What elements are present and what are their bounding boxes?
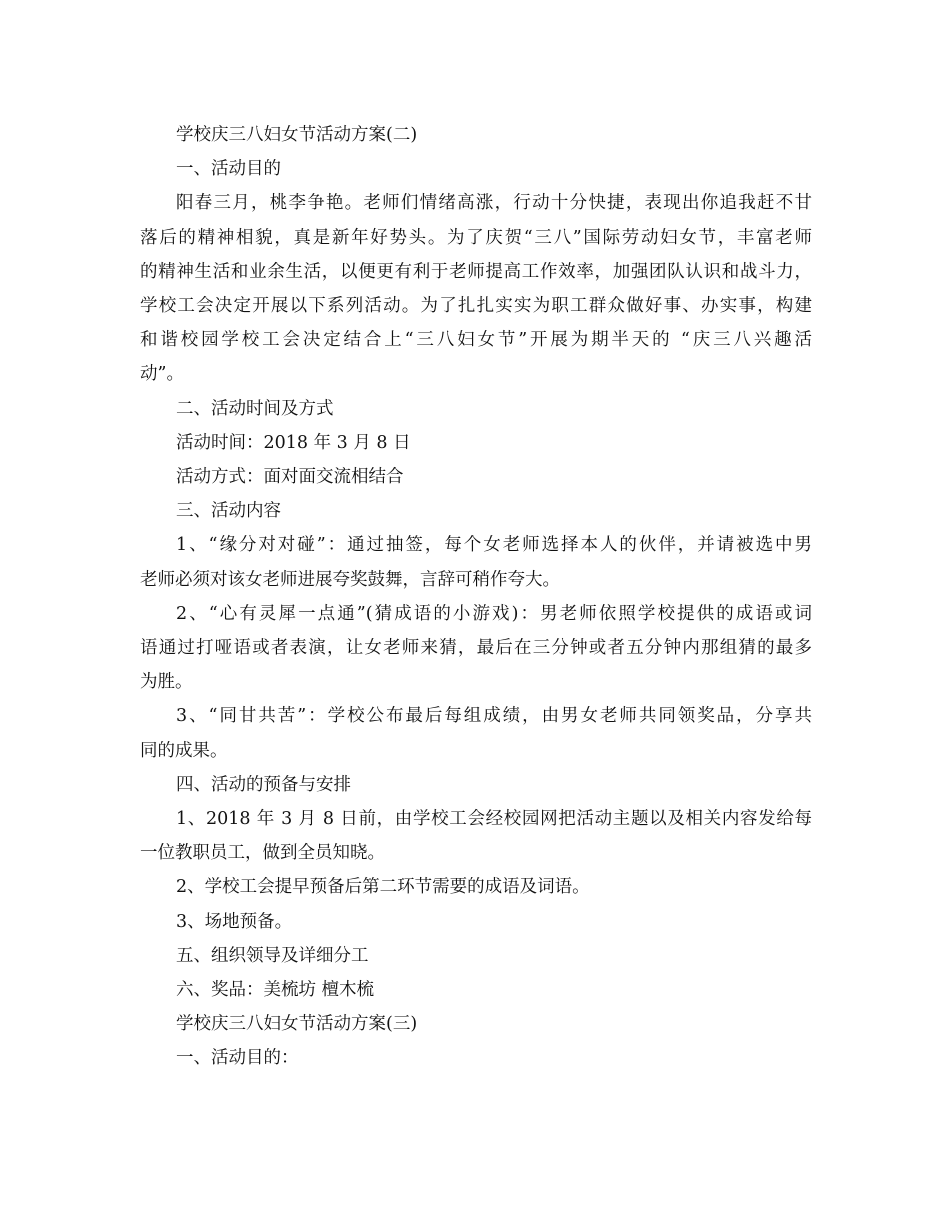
preparation-item-3: 3、场地预备。 — [176, 911, 293, 932]
paragraph-line: 1、“缘分对对碰”：通过抽签，每个女老师选择本人的伙伴，并请被选中男 — [176, 535, 812, 556]
paragraph-line: 同的成果。 — [140, 740, 228, 761]
paragraph-line: 动”。 — [140, 364, 184, 385]
section-heading-prizes: 六、奖品：美梳坊 檀木梳 — [176, 980, 375, 1001]
paragraph-line: 语通过打哑语或者表演，让女老师来猜，最后在三分钟或者五分钟内那组猜的最多 — [140, 638, 812, 659]
paragraph-line: 2、“心有灵犀一点通”(猜成语的小游戏)：男老师依照学校提供的成语或词 — [176, 603, 812, 624]
paragraph-line: 的精神生活和业余生活，以便更有利于老师提高工作效率，加强团队认识和战斗力， — [140, 261, 812, 282]
activity-time: 活动时间：2018 年 3 月 8 日 — [176, 432, 411, 453]
plan-3-title: 学校庆三八妇女节活动方案(三) — [176, 1014, 418, 1035]
paragraph-line: 阳春三月，桃李争艳。老师们情绪高涨，行动十分快捷，表现出你追我赶不甘 — [176, 193, 812, 214]
paragraph-line: 为胜。 — [140, 672, 193, 693]
paragraph-line: 落后的精神相貌，真是新年好势头。为了庆贺“三八”国际劳动妇女节，丰富老师 — [140, 227, 812, 248]
activity-mode: 活动方式：面对面交流相结合 — [176, 467, 404, 488]
content-item-1 — [140, 528, 812, 596]
section-heading-organization: 五、组织领导及详细分工 — [176, 945, 369, 966]
plan-3-section-heading-purpose: 一、活动目的： — [176, 1048, 299, 1069]
content-item-3 — [140, 699, 812, 767]
paragraph-line: 一位教职员工，做到全员知晓。 — [140, 843, 385, 864]
paragraph-line: 1、2018 年 3 月 8 日前，由学校工会经校园网把活动主题以及相关内容发给每 — [176, 809, 812, 830]
plan-2-title: 学校庆三八妇女节活动方案(二) — [176, 125, 418, 145]
section-heading-time-mode: 二、活动时间及方式 — [176, 398, 334, 419]
paragraph-line: 和谐校园学校工会决定结合上“三八妇女节”开展为期半天的 “庆三八兴趣活 — [140, 330, 812, 351]
paragraph-line: 学校工会决定开展以下系列活动。为了扎扎实实为职工群众做好事、办实事，构建 — [140, 296, 812, 317]
document-body — [140, 118, 812, 1076]
section-heading-content: 三、活动内容 — [176, 501, 281, 522]
preparation-item-2: 2、学校工会提早预备后第二环节需要的成语及词语。 — [176, 877, 590, 898]
preparation-item-1 — [140, 802, 812, 870]
purpose-paragraph — [140, 186, 812, 391]
section-heading-purpose: 一、活动目的 — [176, 159, 281, 180]
paragraph-line: 老师必须对该女老师进展夸奖鼓舞，言辞可稍作夸大。 — [140, 569, 560, 590]
paragraph-line: 3、“同甘共苦”：学校公布最后每组成绩，由男女老师共同领奖品，分享共 — [176, 706, 812, 727]
section-heading-preparation: 四、活动的预备与安排 — [176, 774, 351, 795]
content-item-2 — [140, 597, 812, 700]
